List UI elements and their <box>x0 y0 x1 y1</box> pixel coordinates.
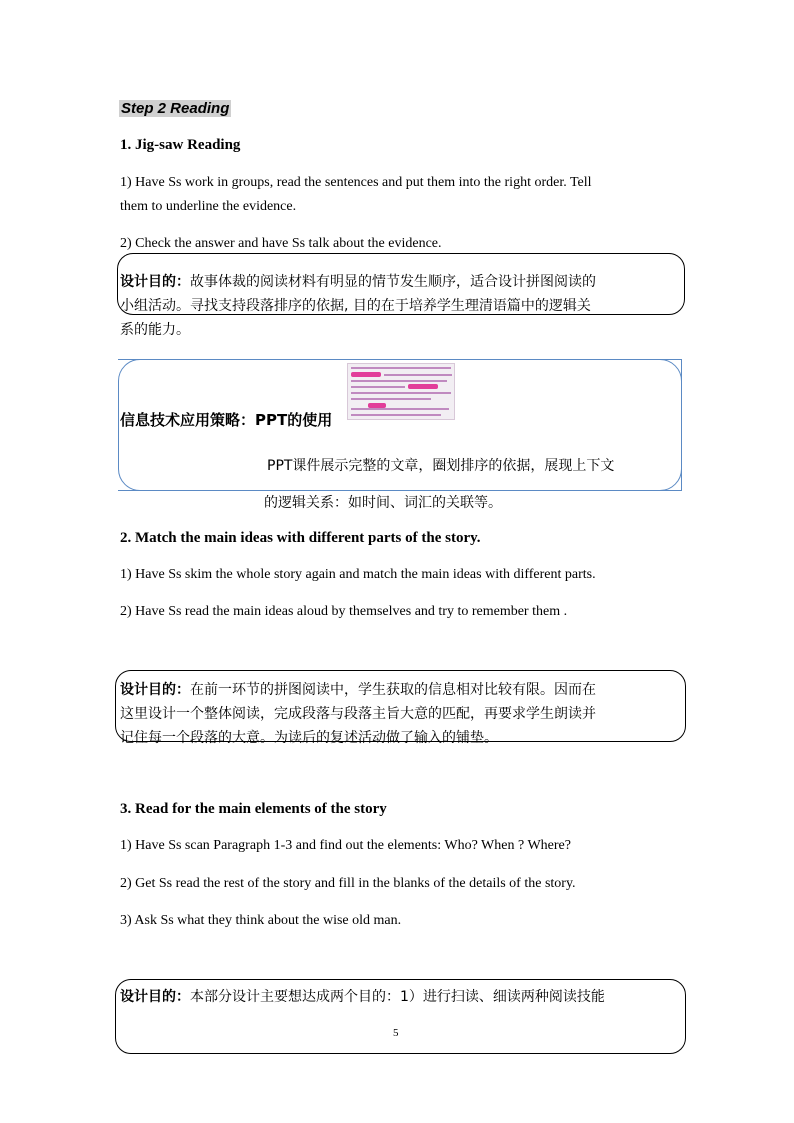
section2-heading: 2. Match the main ideas with different parts of the story. <box>120 530 481 546</box>
design-purpose-label: 设计目的： <box>120 274 190 290</box>
design-purpose-1-line1 <box>120 271 596 291</box>
ppt-strategy-line1: PPT课件展示完整的文章，圈划排序的依据，展现上下文 <box>267 458 615 474</box>
section3-item1: 1) Have Ss scan Paragraph 1-3 and find out the elements: Who? When ? Where? <box>120 838 571 853</box>
design-purpose-2-line1 <box>120 679 596 699</box>
design-purpose-label: 设计目的： <box>120 682 190 698</box>
ppt-slide-thumbnail <box>347 363 455 420</box>
design-purpose-2-line2: 这里设计一个整体阅读，完成段落与段落主旨大意的匹配，再要求学生朗读并 <box>120 706 596 722</box>
design-purpose-label: 设计目的： <box>120 989 190 1005</box>
design-purpose-1-line2: 小组活动。寻找支持段落排序的依据, 目的在于培养学生理清语篇中的逻辑关 <box>120 298 591 314</box>
design-purpose-1-line3: 系的能力。 <box>120 322 190 338</box>
section1-item2: 2) Check the answer and have Ss talk about the evidence. <box>120 236 442 251</box>
section1-item1-line1: 1) Have Ss work in groups, read the sentences and put them into the right order. Tell <box>120 175 592 190</box>
step-title <box>119 98 231 117</box>
section3-item2: 2) Get Ss read the rest of the story and fill in the blanks of the details of the story. <box>120 876 576 891</box>
design-purpose-text: 故事体裁的阅读材料有明显的情节发生顺序，适合设计拼图阅读的 <box>190 274 596 290</box>
section2-item2: 2) Have Ss read the main ideas aloud by themselves and try to remember them . <box>120 604 568 619</box>
section3-heading: 3. Read for the main elements of the story <box>120 801 387 817</box>
design-purpose-3-line1 <box>120 986 605 1006</box>
section3-item3: 3) Ask Ss what they think about the wise old man. <box>120 913 402 928</box>
section2-item1: 1) Have Ss skim the whole story again and match the main ideas with different parts. <box>120 567 596 582</box>
page-number: 5 <box>393 1027 399 1039</box>
design-purpose-2-line3: 记住每一个段落的大意。为读后的复述活动做了输入的铺垫。 <box>120 730 498 746</box>
section1-item1-line2: them to underline the evidence. <box>120 199 297 214</box>
step-title-text: Step 2 Reading <box>121 100 230 117</box>
ppt-strategy-label: 信息技术应用策略：PPT的使用 <box>120 411 333 429</box>
section1-heading: 1. Jig-saw Reading <box>120 137 241 153</box>
design-purpose-text: 在前一环节的拼图阅读中，学生获取的信息相对比较有限。因而在 <box>190 682 596 698</box>
design-purpose-text: 本部分设计主要想达成两个目的：1）进行扫读、细读两种阅读技能 <box>190 989 605 1005</box>
ppt-strategy-line2: 的逻辑关系：如时间、词汇的关联等。 <box>264 495 502 511</box>
